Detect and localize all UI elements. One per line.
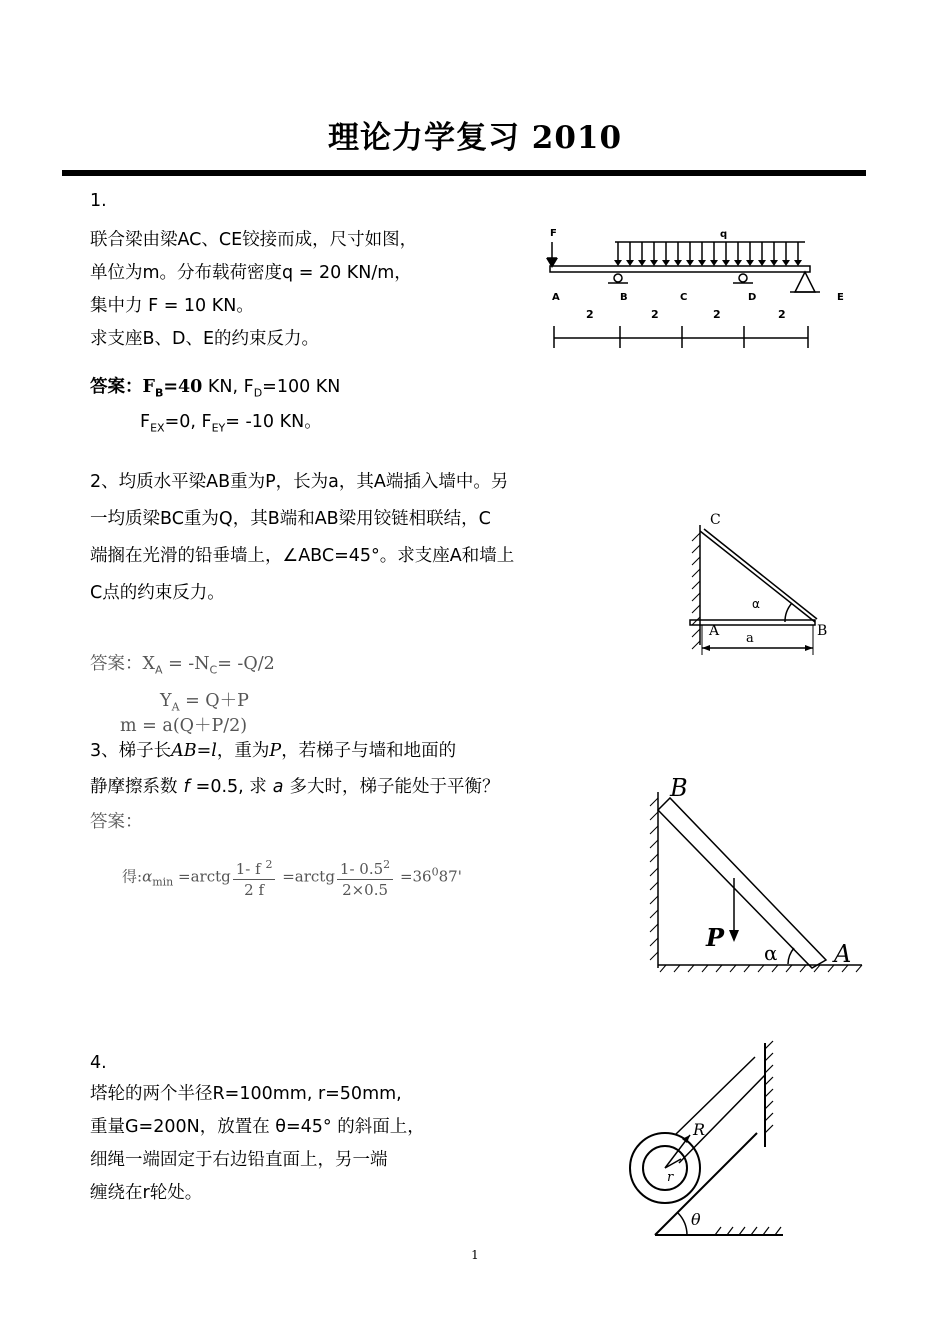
formula-numerator: 1- 0.5 (339, 860, 384, 878)
wall-hatching (650, 798, 658, 960)
rope-upper (675, 1057, 755, 1135)
answer-text: = -10 KN。 (225, 412, 322, 432)
problem-4-line: 重量G=200N，放置在 θ=45° 的斜面上， (90, 1117, 425, 1137)
label-c: C (680, 292, 688, 303)
label-c: C (710, 512, 721, 528)
dimension-label: 2 (778, 308, 786, 321)
page-number: 1 (471, 1248, 479, 1262)
label-a: A (709, 623, 720, 639)
label-p: P (706, 923, 725, 952)
problem-3-line1 (90, 735, 456, 768)
problem-2-line: 端搁在光滑的铅垂墙上，∠ABC=45°。求支座A和墙上 (90, 546, 515, 566)
answer-subscript: EY (211, 421, 226, 435)
formula-text: =arctg (277, 867, 335, 886)
label-q: q (720, 229, 728, 240)
problem-1-line: 联合梁由梁AC、CE铰接而成，尺寸如图， (90, 230, 418, 250)
problem-1-line: 集中力 F = 10 KN。 (90, 296, 254, 316)
problem-3-answer-label: 答案： (90, 812, 143, 832)
label-r-small: r (667, 1170, 674, 1185)
label-b: B (670, 774, 688, 802)
answer-subscript: EX (150, 421, 165, 435)
label-b: B (620, 292, 628, 303)
radius-r-small-line (665, 1159, 681, 1168)
answer-value: =40 (163, 377, 203, 397)
problem-4-line: 缠绕在r轮处。 (90, 1183, 203, 1203)
problem-2-answer-line1 (90, 649, 275, 686)
ground-hatching (660, 965, 862, 972)
formula-text: 87' (438, 867, 462, 886)
beam-ac-ce (550, 266, 810, 272)
formula-fraction-2 (337, 855, 393, 900)
answer-subscript: D (253, 386, 263, 400)
label-theta: θ (691, 1210, 701, 1229)
problem-3-text: 3、梯子长 (90, 741, 172, 761)
answer-symbol: Y (160, 691, 172, 711)
formula-superscript: 0 (431, 865, 439, 879)
beam-figure (540, 222, 860, 352)
label-alpha: α (752, 597, 760, 611)
support-e-pin (795, 272, 815, 292)
answer-subscript: B (154, 386, 164, 400)
problem-3-symbol: f (183, 777, 190, 797)
ladder-figure (640, 770, 870, 975)
label-e: E (837, 292, 844, 303)
problem-3-symbol: P (269, 741, 282, 761)
answer-text: = -N (162, 654, 210, 674)
support-b-roller (614, 274, 622, 282)
formula-denominator: 2×0.5 (342, 881, 389, 899)
formula-fraction-1 (233, 855, 276, 900)
problem-4-line: 塔轮的两个半径R=100mm, r=50mm, (90, 1084, 402, 1104)
label-length-a: a (746, 631, 754, 646)
answer-text: KN, F (202, 377, 254, 397)
dimension-label: 2 (586, 308, 594, 321)
label-alpha: α (764, 941, 778, 965)
problem-3-text: ，若梯子与墙和地面的 (281, 741, 457, 761)
problem-1-answer-line1 (90, 372, 340, 409)
wall-hatching (692, 533, 700, 649)
problem-1-number: 1. (90, 191, 107, 211)
wall-beam-figure (680, 505, 830, 660)
problem-2-line: 一均质梁BC重为Q，其B端和AB梁用铰链相联结，C (90, 509, 491, 529)
answer-label: 答案： (90, 654, 143, 674)
answer-subscript: A (154, 663, 163, 677)
formula-symbol: α (142, 867, 153, 886)
label-b: B (817, 623, 828, 639)
problem-3-symbol: a (272, 777, 284, 797)
problem-2-text (90, 464, 514, 612)
problem-1-text (90, 224, 417, 356)
answer-label: 答案： (90, 377, 143, 397)
formula-text: =arctg (173, 867, 231, 886)
answer-text: =100 KN (262, 377, 341, 397)
ground-hatching (715, 1227, 781, 1235)
problem-1-answer-line2 (140, 407, 322, 444)
answer-symbol: F (140, 412, 151, 432)
answer-symbol: X (142, 654, 155, 674)
problem-1-line: 单位为m。分布载荷密度q = 20 KN/m， (90, 263, 412, 283)
problem-4-line: 细绳一端固定于右边铅直面上，另一端 (90, 1150, 388, 1170)
dimension-label: 2 (651, 308, 659, 321)
problem-3-text: =0.5, 求 (195, 777, 267, 797)
problem-3-line2 (90, 771, 500, 804)
label-a: A (552, 292, 560, 303)
label-a: A (834, 940, 852, 968)
formula-numerator: 1- f (235, 860, 266, 878)
problem-1-line: 求支座B、D、E的约束反力。 (90, 329, 320, 349)
problem-3-symbol: AB=l (171, 741, 217, 761)
label-f: F (550, 228, 557, 239)
angle-arc (785, 603, 792, 622)
problem-3-text: 静摩擦系数 (90, 777, 178, 797)
page-title: 理论力学复习 2010 (327, 120, 623, 156)
support-d-roller (739, 274, 747, 282)
answer-symbol: F (142, 377, 155, 397)
label-d: D (748, 292, 757, 303)
problem-4-number: 4. (90, 1053, 107, 1073)
answer-text: =0, F (164, 412, 212, 432)
answer-subscript: A (171, 700, 180, 714)
problem-3-text: 多大时，梯子能处于平衡？ (289, 777, 500, 797)
problem-4-text (90, 1078, 425, 1210)
wall-hatching (765, 1041, 773, 1133)
problem-3-formula (122, 855, 462, 900)
problem-2-line: 2、均质水平梁AB重为P，长为a，其A端插入墙中。另 (90, 472, 509, 492)
formula-text: =36 (395, 867, 432, 886)
formula-text: 得: (122, 867, 143, 886)
answer-subscript: C (209, 663, 218, 677)
formula-superscript: 2 (265, 858, 273, 871)
title-rule (62, 170, 866, 176)
formula-superscript: 2 (383, 858, 391, 871)
angle-arc (678, 1213, 687, 1235)
formula-subscript: min (152, 875, 174, 889)
problem-2-answer-line3: m = a(Q＋P/2) (120, 716, 248, 736)
problem-3-text: ，重为 (216, 741, 270, 761)
stepped-wheel-figure (615, 1035, 795, 1245)
dimension-label: 2 (713, 308, 721, 321)
answer-text: = -Q/2 (217, 654, 275, 674)
problem-2-line: C点的约束反力。 (90, 583, 225, 603)
label-r-big: R (693, 1120, 706, 1139)
ladder-body (658, 798, 826, 968)
answer-text: = Q＋P (179, 691, 249, 711)
formula-denominator: 2 f (244, 881, 265, 899)
angle-arc (788, 948, 794, 964)
